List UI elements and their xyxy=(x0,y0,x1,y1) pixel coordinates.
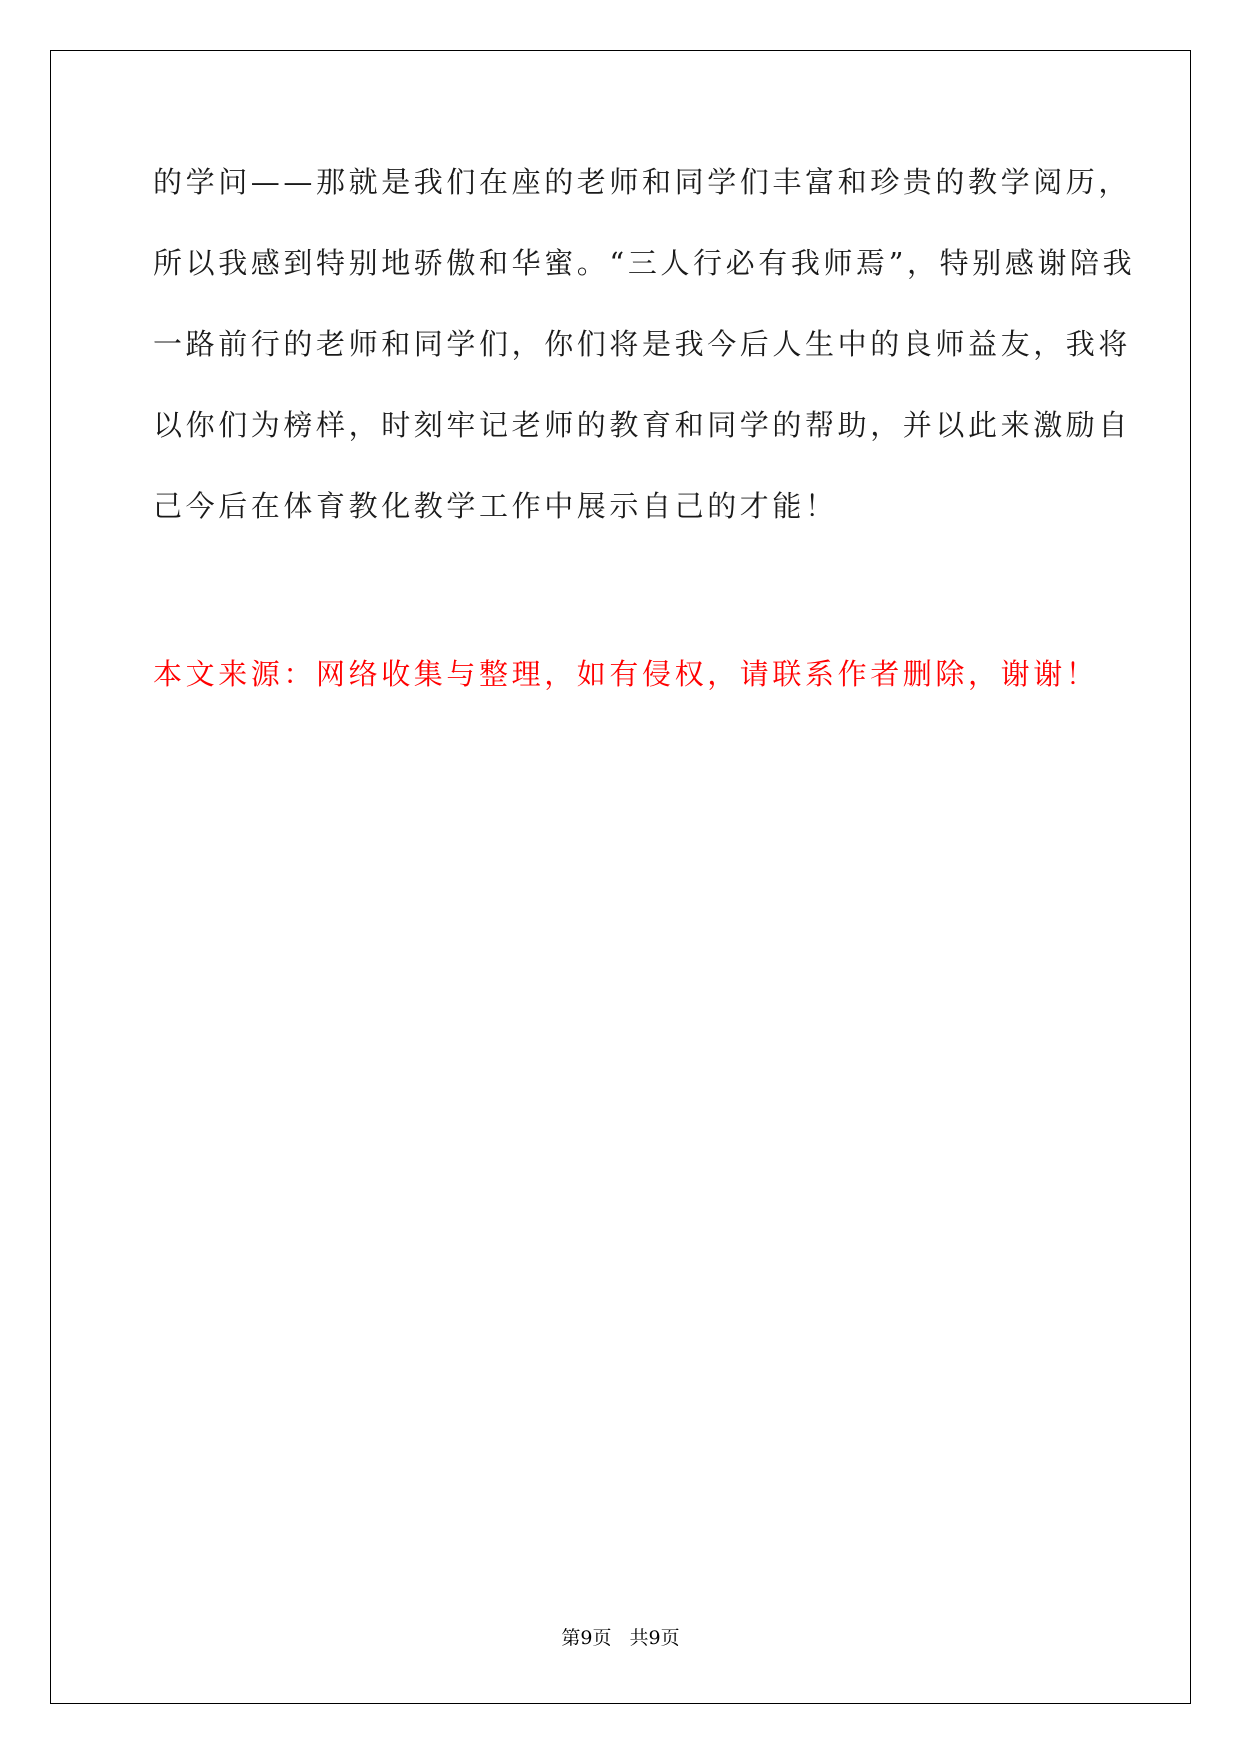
paragraph-line: 一路前行的老师和同学们，你们将是我今后人生中的良师益友，我将 xyxy=(153,327,1132,361)
paragraph-line: 的学问——那就是我们在座的老师和同学们丰富和珍贵的教学阅历， xyxy=(153,165,1132,199)
source-disclaimer: 本文来源：网络收集与整理，如有侵权，请联系作者删除，谢谢！ xyxy=(153,657,1099,691)
paragraph-line: 所以我感到特别地骄傲和华蜜。“三人行必有我师焉”，特别感谢陪我 xyxy=(153,246,1136,280)
paragraph-line: 以你们为榜样，时刻牢记老师的教育和同学的帮助，并以此来激励自 xyxy=(153,408,1132,442)
page-number-current: 第9页 xyxy=(561,1627,612,1649)
paragraph-line: 己今后在体育教化教学工作中展示自己的才能！ xyxy=(153,489,838,523)
page-number-total: 共9页 xyxy=(629,1627,680,1649)
body-paragraph xyxy=(153,162,1136,567)
page-footer xyxy=(0,1625,1241,1651)
